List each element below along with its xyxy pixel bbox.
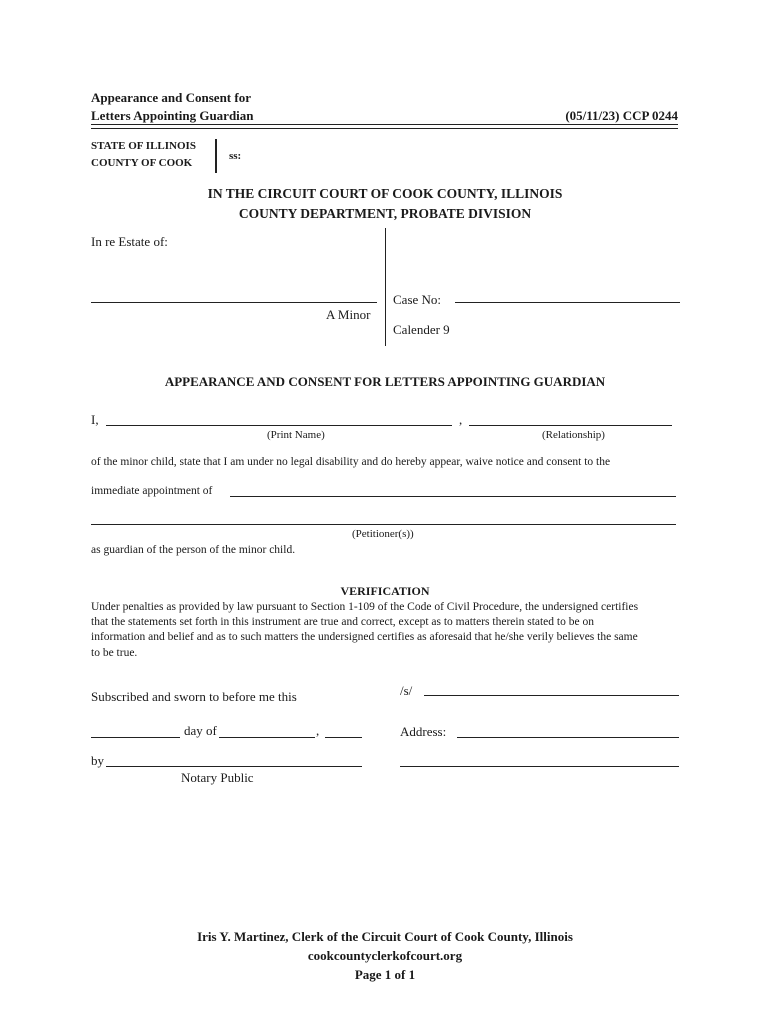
verification-line1: Under penalties as provided by law pursuant to Section 1-109 of the Code of Civil Procedure, the undersigned certifies — [91, 601, 639, 613]
print-name-field[interactable] — [106, 425, 452, 426]
year-field[interactable] — [325, 737, 362, 738]
i-label: I, — [91, 412, 99, 427]
minor-label: A Minor — [326, 307, 371, 322]
address-field-2[interactable] — [400, 766, 679, 767]
guardian-text: as guardian of the person of the minor child. — [91, 544, 296, 556]
calendar-label: Calender 9 — [393, 322, 450, 337]
day-field[interactable] — [91, 737, 180, 738]
appointment-label: immediate appointment of — [91, 485, 213, 497]
print-name-caption: (Print Name) — [267, 429, 325, 441]
venue-bracket — [215, 139, 217, 173]
appearance-statement: of the minor child, state that I am under no legal disability and do hereby appear, waive notice and consent to the — [91, 456, 611, 468]
address-field-1[interactable] — [457, 737, 679, 738]
petitioner-field[interactable] — [91, 524, 676, 525]
signature-label: /s/ — [400, 683, 413, 698]
verification-line4: to be true. — [91, 647, 138, 659]
notary-comma: , — [316, 723, 320, 738]
court-line1: IN THE CIRCUIT COURT OF COOK COUNTY, ILLINOIS — [207, 186, 563, 201]
form-code: (05/11/23) CCP 0244 — [565, 108, 678, 123]
subscribed-text: Subscribed and sworn to before me this — [91, 689, 297, 704]
address-label: Address: — [400, 724, 447, 739]
caption-divider — [385, 228, 386, 346]
form-title-line2: Letters Appointing Guardian — [91, 108, 254, 123]
estate-label: In re Estate of: — [91, 234, 168, 249]
appointment-field[interactable] — [230, 496, 676, 497]
notary-signature-field[interactable] — [106, 766, 362, 767]
signature-field[interactable] — [424, 695, 679, 696]
court-line2: COUNTY DEPARTMENT, PROBATE DIVISION — [238, 206, 532, 221]
estate-name-field[interactable] — [91, 302, 377, 303]
petitioner-caption: (Petitioner(s)) — [352, 528, 414, 540]
by-label: by — [91, 753, 104, 768]
form-title-line1: Appearance and Consent for — [91, 90, 251, 105]
case-no-field[interactable] — [455, 302, 680, 303]
footer-website[interactable]: cookcountyclerkofcourt.org — [307, 948, 463, 963]
notary-public-label: Notary Public — [181, 770, 254, 785]
relationship-field[interactable] — [469, 425, 672, 426]
verification-line3: information and belief and as to such matters the undersigned certifies as aforesaid that he/she verily believes the same — [91, 631, 638, 643]
venue-county: COUNTY OF COOK — [91, 157, 193, 169]
header-rule — [91, 124, 678, 129]
venue-ss: ss: — [229, 150, 242, 162]
comma: , — [459, 412, 463, 427]
verification-heading: VERIFICATION — [340, 584, 430, 598]
venue-state: STATE OF ILLINOIS — [91, 140, 196, 152]
month-field[interactable] — [219, 737, 315, 738]
relationship-caption: (Relationship) — [542, 429, 605, 441]
day-of-label: day of — [184, 723, 217, 738]
case-no-label: Case No: — [393, 292, 442, 307]
document-title: APPEARANCE AND CONSENT FOR LETTERS APPOINTING GUARDIAN — [164, 374, 606, 389]
footer-page: Page 1 of 1 — [354, 967, 416, 982]
verification-line2: that the statements set forth in this instrument are true and correct, except as to matters therein stated to be on — [91, 616, 594, 628]
footer-clerk: Iris Y. Martinez, Clerk of the Circuit Court of Cook County, Illinois — [197, 929, 573, 944]
